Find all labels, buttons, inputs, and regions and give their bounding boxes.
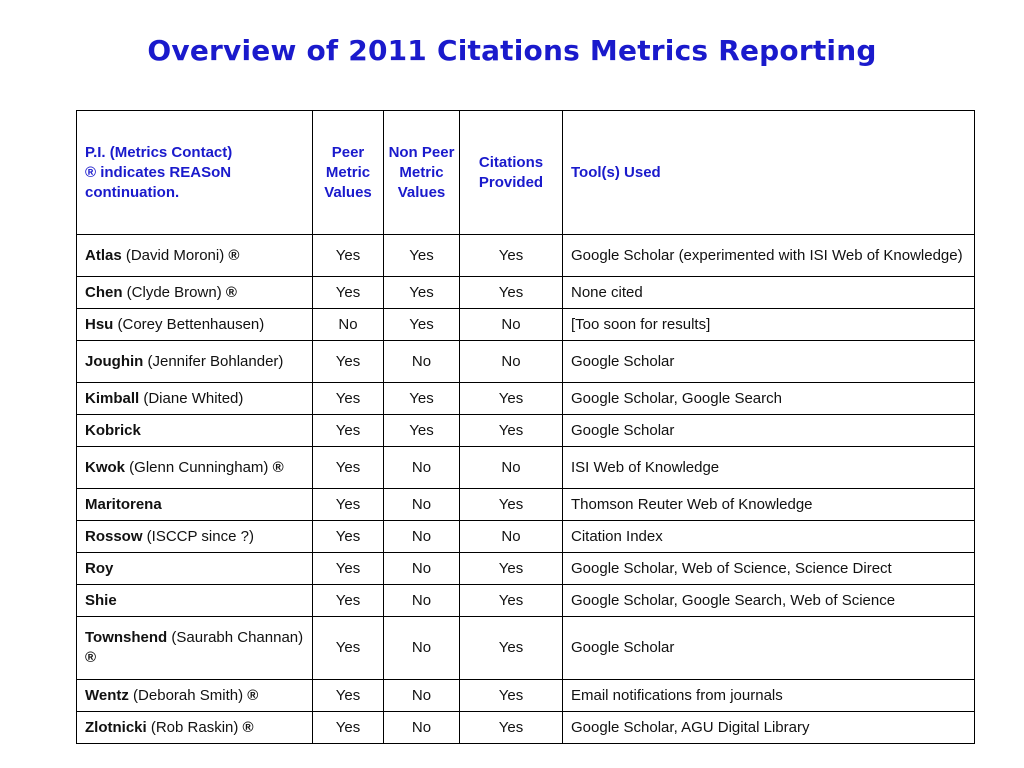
peer-metric-cell: Yes bbox=[313, 383, 384, 415]
pi-name: Kwok bbox=[85, 458, 126, 476]
peer-metric-cell: Yes bbox=[313, 521, 384, 553]
peer-metric-cell: Yes bbox=[313, 553, 384, 585]
pi-contact: (Glenn Cunningham) bbox=[125, 458, 273, 476]
pi-cell bbox=[77, 341, 313, 383]
tools-cell: Google Scholar bbox=[563, 617, 975, 680]
citations-cell: Yes bbox=[460, 585, 563, 617]
pi-cell bbox=[77, 235, 313, 277]
table-header bbox=[77, 111, 975, 235]
table-row bbox=[77, 712, 975, 744]
pi-name: Joughin bbox=[85, 352, 144, 370]
pi-name: Zlotnicki bbox=[85, 718, 147, 736]
table-row bbox=[77, 489, 975, 521]
header-pi-line1: P.I. (Metrics Contact) bbox=[85, 143, 233, 161]
table-body bbox=[77, 235, 975, 744]
reason-continuation-mark: ® bbox=[272, 458, 284, 476]
peer-metric-cell: Yes bbox=[313, 447, 384, 489]
pi-contact: (Rob Raskin) bbox=[146, 718, 243, 736]
non-peer-metric-cell: No bbox=[384, 553, 460, 585]
tools-cell: Google Scholar, Web of Science, Science Direct bbox=[563, 553, 975, 585]
citations-cell: No bbox=[460, 521, 563, 553]
pi-contact: (Deborah Smith) bbox=[128, 686, 248, 704]
pi-name: Shie bbox=[85, 591, 117, 609]
peer-metric-cell: Yes bbox=[313, 341, 384, 383]
pi-name: Townshend bbox=[85, 629, 168, 646]
citations-cell: Yes bbox=[460, 383, 563, 415]
reason-continuation-mark: ® bbox=[247, 686, 259, 704]
pi-cell bbox=[77, 712, 313, 744]
table-row bbox=[77, 521, 975, 553]
table-row bbox=[77, 553, 975, 585]
citations-cell: No bbox=[460, 309, 563, 341]
pi-cell bbox=[77, 447, 313, 489]
table-row bbox=[77, 235, 975, 277]
citations-cell: Yes bbox=[460, 712, 563, 744]
pi-contact: (Diane Whited) bbox=[139, 389, 244, 407]
pi-cell bbox=[77, 617, 313, 680]
pi-name: Kobrick bbox=[85, 421, 141, 439]
pi-contact: (Clyde Brown) bbox=[122, 283, 226, 301]
table-row bbox=[77, 383, 975, 415]
header-peer-metric-values: Peer Metric Values bbox=[313, 111, 384, 235]
non-peer-metric-cell: No bbox=[384, 680, 460, 712]
pi-name: Roy bbox=[85, 559, 114, 577]
non-peer-metric-cell: No bbox=[384, 617, 460, 680]
pi-name: Chen bbox=[85, 283, 123, 301]
peer-metric-cell: Yes bbox=[313, 617, 384, 680]
tools-cell: Google Scholar bbox=[563, 341, 975, 383]
reason-continuation-mark: ® bbox=[228, 246, 240, 264]
non-peer-metric-cell: No bbox=[384, 447, 460, 489]
table-row bbox=[77, 309, 975, 341]
non-peer-metric-cell: Yes bbox=[384, 277, 460, 309]
peer-metric-cell: Yes bbox=[313, 277, 384, 309]
tools-cell: ISI Web of Knowledge bbox=[563, 447, 975, 489]
table-row bbox=[77, 447, 975, 489]
peer-metric-cell: Yes bbox=[313, 415, 384, 447]
pi-name: Wentz bbox=[85, 686, 129, 704]
peer-metric-cell: Yes bbox=[313, 585, 384, 617]
citations-cell: Yes bbox=[460, 235, 563, 277]
tools-cell: Email notifications from journals bbox=[563, 680, 975, 712]
tools-cell: Citation Index bbox=[563, 521, 975, 553]
header-pi bbox=[77, 111, 313, 235]
pi-cell bbox=[77, 585, 313, 617]
pi-name: Kimball bbox=[85, 389, 140, 407]
reason-continuation-mark: ® bbox=[225, 283, 237, 301]
pi-cell bbox=[77, 383, 313, 415]
table-row bbox=[77, 680, 975, 712]
citations-cell: Yes bbox=[460, 680, 563, 712]
citations-cell: Yes bbox=[460, 553, 563, 585]
peer-metric-cell: Yes bbox=[313, 712, 384, 744]
header-pi-line3: continuation. bbox=[85, 183, 180, 201]
tools-cell: Thomson Reuter Web of Knowledge bbox=[563, 489, 975, 521]
table-row bbox=[77, 341, 975, 383]
citations-cell: No bbox=[460, 341, 563, 383]
non-peer-metric-cell: No bbox=[384, 585, 460, 617]
table-row bbox=[77, 277, 975, 309]
pi-cell bbox=[77, 277, 313, 309]
tools-cell: Google Scholar bbox=[563, 415, 975, 447]
non-peer-metric-cell: No bbox=[384, 521, 460, 553]
tools-cell: Google Scholar, AGU Digital Library bbox=[563, 712, 975, 744]
citations-cell: Yes bbox=[460, 415, 563, 447]
tools-cell: None cited bbox=[563, 277, 975, 309]
pi-contact: (ISCCP since ?) bbox=[142, 527, 254, 545]
citations-cell: Yes bbox=[460, 277, 563, 309]
header-pi-line2: ® indicates REASoN bbox=[85, 163, 232, 181]
header-citations-provided: Citations Provided bbox=[460, 111, 563, 235]
pi-contact: (Jennifer Bohlander) bbox=[143, 352, 284, 370]
header-row bbox=[77, 111, 975, 235]
peer-metric-cell: No bbox=[313, 309, 384, 341]
header-non-peer-metric-values: Non Peer Metric Values bbox=[384, 111, 460, 235]
table-row bbox=[77, 585, 975, 617]
pi-name: Rossow bbox=[85, 527, 143, 545]
non-peer-metric-cell: No bbox=[384, 712, 460, 744]
non-peer-metric-cell: Yes bbox=[384, 383, 460, 415]
pi-cell bbox=[77, 680, 313, 712]
non-peer-metric-cell: No bbox=[384, 341, 460, 383]
pi-cell bbox=[77, 489, 313, 521]
reason-continuation-mark: ® bbox=[242, 718, 254, 736]
non-peer-metric-cell: Yes bbox=[384, 235, 460, 277]
table-row bbox=[77, 617, 975, 680]
pi-cell bbox=[77, 309, 313, 341]
citations-cell: Yes bbox=[460, 489, 563, 521]
pi-name: Atlas bbox=[85, 246, 122, 264]
peer-metric-cell: Yes bbox=[313, 489, 384, 521]
non-peer-metric-cell: Yes bbox=[384, 415, 460, 447]
pi-name: Maritorena bbox=[85, 495, 162, 513]
tools-cell: Google Scholar, Google Search, Web of Science bbox=[563, 585, 975, 617]
pi-cell bbox=[77, 415, 313, 447]
citations-cell: No bbox=[460, 447, 563, 489]
pi-contact: (David Moroni) bbox=[121, 246, 229, 264]
reason-continuation-mark: ® bbox=[85, 649, 97, 666]
pi-name: Hsu bbox=[85, 315, 114, 333]
slide-title: Overview of 2011 Citations Metrics Reporting bbox=[147, 34, 877, 67]
pi-cell bbox=[77, 553, 313, 585]
pi-contact: (Corey Bettenhausen) bbox=[113, 315, 265, 333]
non-peer-metric-cell: Yes bbox=[384, 309, 460, 341]
non-peer-metric-cell: No bbox=[384, 489, 460, 521]
tools-cell: [Too soon for results] bbox=[563, 309, 975, 341]
metrics-table bbox=[76, 110, 975, 744]
pi-contact: (Saurabh Channan) bbox=[167, 629, 304, 646]
peer-metric-cell: Yes bbox=[313, 235, 384, 277]
peer-metric-cell: Yes bbox=[313, 680, 384, 712]
tools-cell: Google Scholar, Google Search bbox=[563, 383, 975, 415]
tools-cell: Google Scholar (experimented with ISI Web of Knowledge) bbox=[563, 235, 975, 277]
citations-cell: Yes bbox=[460, 617, 563, 680]
table-row bbox=[77, 415, 975, 447]
header-tools-used: Tool(s) Used bbox=[563, 111, 975, 235]
pi-cell bbox=[77, 521, 313, 553]
